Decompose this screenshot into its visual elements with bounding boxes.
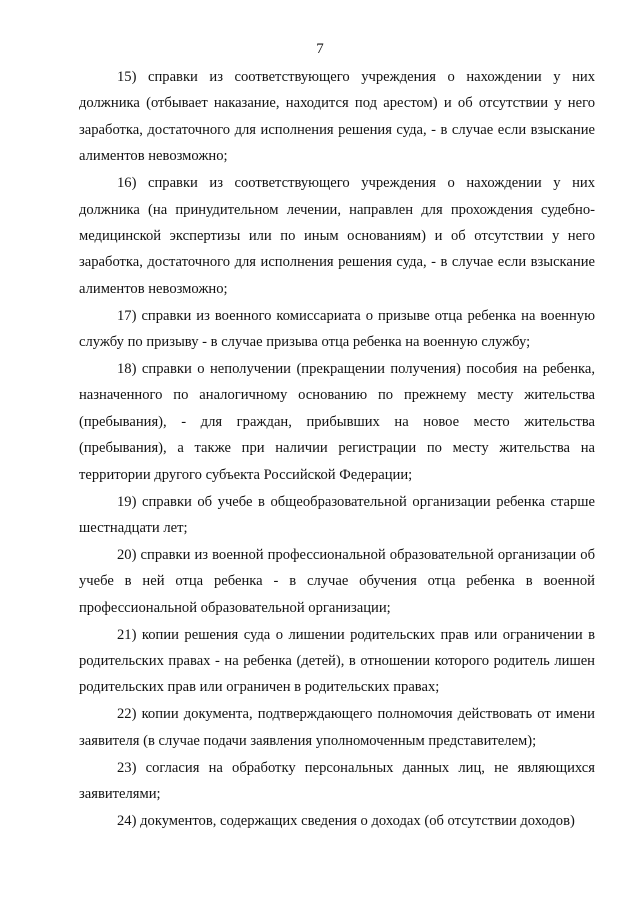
list-item-23: 23) согласия на обработку персональных данных лиц, не являющихся заявителями; — [79, 759, 595, 802]
list-item-21: 21) копии решения суда о лишении родительских прав или ограничении в родительских правах - на ребенка (детей), в отношении которого родитель лишен родительских прав или ограничен в родительских правах; — [79, 626, 595, 696]
list-item-16: 16) справки из соответствующего учреждения о нахождении у них должника (на принудительном лечении, направлен для прохождения судебно-медицинской экспертизы или по иным основаниям) и об отсутствии у него заработка, достаточного для исполнения решения суда, - в случае если взыскание алиментов невозможно; — [79, 175, 595, 297]
list-item-22: 22) копии документа, подтверждающего полномочия действовать от имени заявителя (в случае подачи заявления уполномоченным представителем); — [79, 706, 595, 749]
page-number: 7 — [316, 41, 324, 57]
list-item-18: 18) справки о неполучении (прекращении получения) пособия на ребенка, назначенного по аналогичному основанию по прежнему месту жительства (пребывания), - для граждан, прибывших на новое место жительства (пребывания), а также при наличии регистрации по месту жительства на территории другого субъекта Российской Федерации; — [79, 360, 595, 483]
list-item-24: 24) документов, содержащих сведения о доходах (об отсутствии доходов) — [117, 812, 575, 829]
list-item-20: 20) справки из военной профессиональной образовательной организации об учебе в ней отца ребенка - в случае обучения отца ребенка в военной профессиональной образовательной организации; — [79, 546, 595, 616]
list-item-19: 19) справки об учебе в общеобразовательной организации ребенка старше шестнадцати лет; — [79, 493, 595, 536]
list-item-17: 17) справки из военного комиссариата о призыве отца ребенка на военную службу по призыву - в случае призыва отца ребенка на военную службу; — [79, 307, 595, 351]
document-body — [79, 64, 595, 835]
list-item-15: 15) справки из соответствующего учреждения о нахождении у них должника (отбывает наказание, находится под арестом) и об отсутствии у него заработка, достаточного для исполнения решения суда, - в случае если взыскание алиментов невозможно; — [79, 69, 595, 165]
